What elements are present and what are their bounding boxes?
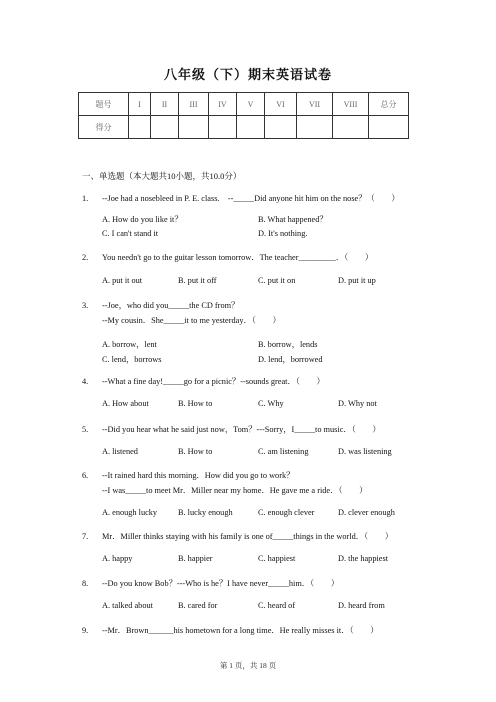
- question-stem: --Joe had a nosebleed in P. E. class. --_____Did anyone hit him on the nose？（ ）: [102, 194, 400, 203]
- question-stem: --Do you know Bob？---Who is he？I have never_____him．（ ）: [102, 579, 340, 588]
- score-cell[interactable]: [237, 116, 265, 139]
- option-a[interactable]: A. happy: [102, 554, 133, 563]
- score-table-score-row: [79, 116, 409, 139]
- section-title: 一、单选题（本大题共10小题，共10.0分）: [82, 171, 242, 181]
- question-number: 6.: [82, 471, 89, 480]
- page-footer: 第 1 页，共 18 页: [219, 661, 277, 670]
- question-stem: --It rained hard this morning．How did you go to work？: [102, 471, 295, 480]
- option-c[interactable]: C. lend，borrows: [102, 355, 162, 364]
- option-c[interactable]: C. Why: [258, 399, 284, 408]
- header-cell: II: [151, 93, 179, 116]
- option-c[interactable]: C. heard of: [258, 601, 296, 610]
- score-table: [78, 92, 409, 139]
- option-d[interactable]: D. put it up: [338, 276, 376, 285]
- option-d[interactable]: D. lend，borrowed: [258, 355, 323, 364]
- question-number: 8.: [82, 579, 89, 588]
- question-stem: --What a fine day!_____go for a picnic？--sounds great．（ ）: [102, 377, 325, 386]
- option-c[interactable]: C. enough clever: [258, 508, 315, 517]
- score-cell[interactable]: [179, 116, 209, 139]
- option-b[interactable]: B. How to: [178, 447, 213, 456]
- option-b[interactable]: B. What happened？: [258, 215, 328, 224]
- score-table-header-row: [79, 93, 409, 116]
- header-cell: I: [129, 93, 151, 116]
- option-d[interactable]: D. clever enough: [338, 508, 395, 517]
- option-d[interactable]: D. the happiest: [338, 554, 389, 563]
- score-cell[interactable]: [129, 116, 151, 139]
- score-cell[interactable]: [369, 116, 409, 139]
- question-stem: You needn't go to the guitar lesson tomorrow．The teacher_________．（ ）: [102, 253, 374, 262]
- question-number: 5.: [82, 425, 89, 434]
- option-b[interactable]: B. cared for: [178, 601, 218, 610]
- option-a[interactable]: A. borrow，lent: [102, 340, 157, 349]
- option-a[interactable]: A. put it out: [102, 276, 143, 285]
- row-label-cell: 得分: [79, 116, 129, 139]
- score-cell[interactable]: [333, 116, 369, 139]
- question-number: 1.: [82, 194, 89, 203]
- header-cell: VIII: [333, 93, 369, 116]
- option-a[interactable]: A. enough lucky: [102, 508, 158, 517]
- option-a[interactable]: A. listened: [102, 447, 138, 456]
- option-b[interactable]: B. put it off: [178, 276, 217, 285]
- option-a[interactable]: A. How about: [102, 399, 149, 408]
- header-cell: VI: [265, 93, 297, 116]
- option-d[interactable]: D. heard from: [338, 601, 385, 610]
- option-a[interactable]: A. How do you like it？: [102, 215, 183, 224]
- option-b[interactable]: B. borrow，lends: [258, 340, 318, 349]
- score-cell[interactable]: [151, 116, 179, 139]
- question-number: 2.: [82, 253, 89, 262]
- option-a[interactable]: A. talked about: [102, 601, 153, 610]
- question-stem: --Joe，who did you_____the CD from？: [102, 301, 240, 310]
- option-d[interactable]: D. Why not: [338, 399, 377, 408]
- score-cell[interactable]: [209, 116, 237, 139]
- question-number: 3.: [82, 301, 89, 310]
- exam-title: 八年级（下）期末英语试卷: [163, 67, 332, 82]
- question-number: 7.: [82, 532, 89, 541]
- question-stem: --Mr．Brown______his hometown for a long time．He really misses it．（ ）: [102, 626, 379, 635]
- option-c[interactable]: C. am listening: [258, 447, 309, 456]
- header-cell: III: [179, 93, 209, 116]
- header-cell: IV: [209, 93, 237, 116]
- score-cell[interactable]: [297, 116, 333, 139]
- score-cell[interactable]: [265, 116, 297, 139]
- option-d[interactable]: D. It's nothing.: [258, 229, 308, 238]
- question-number: 4.: [82, 377, 89, 386]
- option-c[interactable]: C. happiest: [258, 554, 296, 563]
- question-number: 9.: [82, 626, 89, 635]
- header-cell: 题号: [79, 93, 129, 116]
- option-d[interactable]: D. was listening: [338, 447, 392, 456]
- option-b[interactable]: B. lucky enough: [178, 508, 233, 517]
- option-b[interactable]: B. happier: [178, 554, 213, 563]
- option-c[interactable]: C. put it on: [258, 276, 296, 285]
- question-stem: Mr．Miller thinks staying with his family is one of_____things in the world．（ ）: [102, 532, 394, 541]
- question-stem: --I was_____to meet Mr．Miller near my home．He gave me a ride．（ ）: [102, 486, 368, 495]
- option-b[interactable]: B. How to: [178, 399, 213, 408]
- option-c[interactable]: C. I can't stand it: [102, 229, 159, 238]
- header-cell: VII: [297, 93, 333, 116]
- question-stem: --Did you hear what he said just now，Tom？---Sorry，I_____to music．（ ）: [102, 425, 381, 434]
- question-stem: --My cousin．She_____it to me yesterday．（ ）: [102, 316, 281, 325]
- header-cell: V: [237, 93, 265, 116]
- header-cell: 总分: [369, 93, 409, 116]
